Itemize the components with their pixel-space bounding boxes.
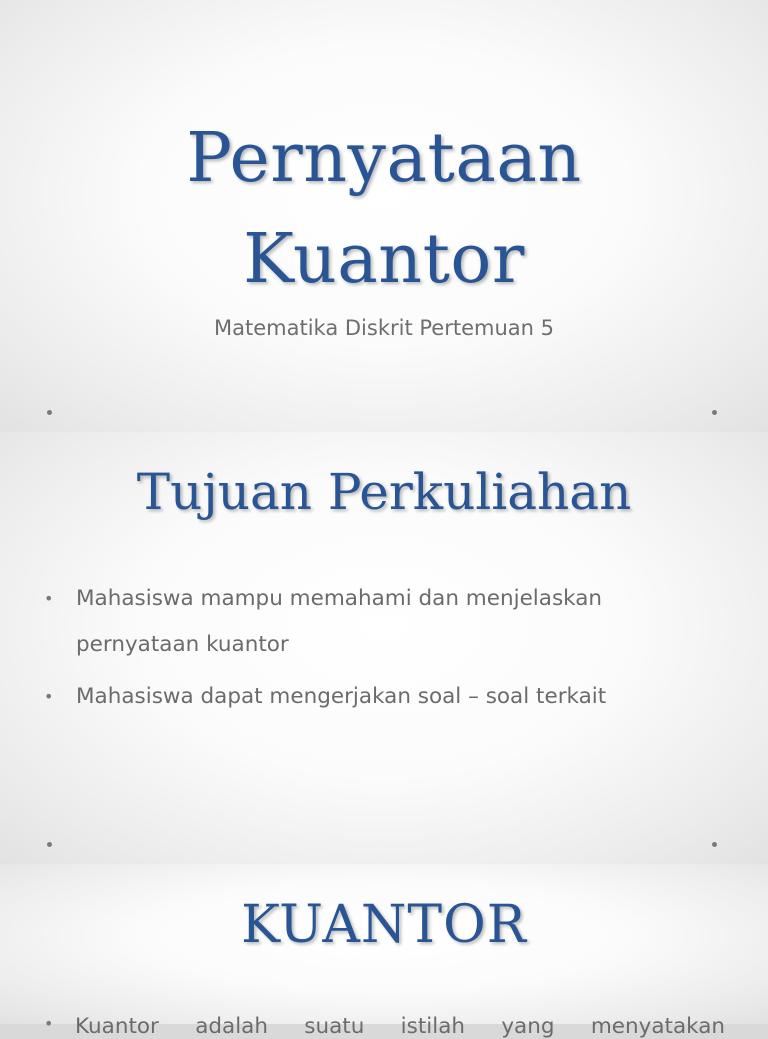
slide-1-subtitle: Matematika Diskrit Pertemuan 5 (214, 316, 554, 340)
slide-1-title-line2: Kuantor (243, 220, 525, 300)
bullet-icon: • (44, 589, 54, 608)
slide-2-title: Tujuan Perkuliahan (136, 463, 632, 521)
list-item (44, 576, 724, 668)
slide-3-partial-text (44, 1014, 725, 1039)
slide-2 (0, 432, 768, 864)
slide-1-title-line1: Pernyataan (186, 119, 582, 198)
corner-dot (47, 842, 52, 847)
bullet-icon: • (44, 687, 54, 706)
corner-dot (712, 410, 717, 415)
list-item-text: Mahasiswa dapat mengerjakan soal – soal terkait (76, 684, 607, 709)
slide-3-title: KUANTOR (241, 895, 527, 955)
list-item (44, 674, 724, 720)
slide-3 (0, 864, 768, 1039)
slide-2-bullet-list (44, 576, 724, 726)
slide-1 (0, 0, 768, 432)
bullet-icon: • (44, 1014, 54, 1033)
slide-3-text: Kuantor adalah suatu istilah yang menyatakan (75, 1014, 725, 1039)
slide-1-title (0, 108, 768, 311)
corner-dot (712, 842, 717, 847)
list-item-text: Mahasiswa mampu memahami dan menjelaskan pernyataan kuantor (76, 586, 603, 657)
corner-dot (47, 410, 52, 415)
